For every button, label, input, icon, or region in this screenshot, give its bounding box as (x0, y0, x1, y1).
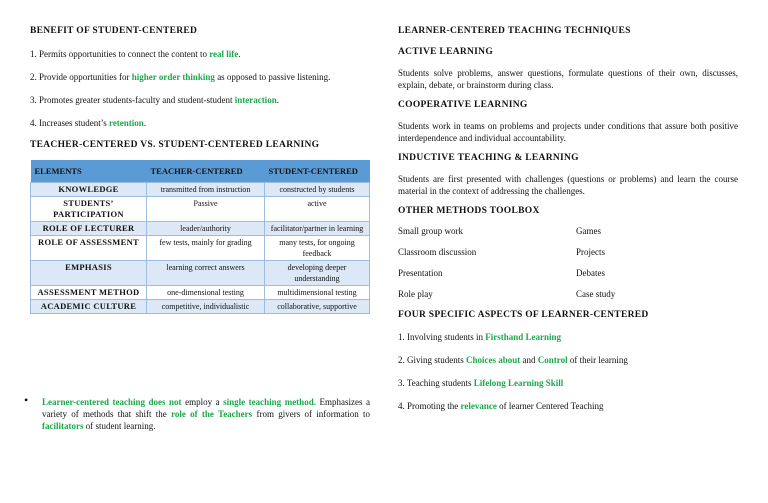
learner-centered-bullet (24, 393, 370, 432)
benefit-item: 2. Provide opportunities for higher order thinking as opposed to passive listening. (30, 72, 331, 82)
toolbox-item: Games (576, 226, 601, 236)
active-learning-heading: ACTIVE LEARNING (398, 47, 494, 57)
bullet-text: Learner-centered teaching does not employ a single teaching method. Emphasizes a variety of methods that shift the role of the Teachers from givers of information to facilitators of student learning. (42, 397, 370, 431)
bullet-icon: • (24, 393, 29, 407)
left-column (30, 26, 370, 314)
student-cell: facilitator/partner in learning (265, 222, 370, 236)
student-cell: many tests, for ongoing feedback (265, 236, 370, 261)
element-cell: STUDENTS’ PARTICIPATION (31, 197, 147, 222)
table-row (31, 286, 370, 300)
cooperative-learning-text: Students work in teams on problems and projects under conditions that assure both positive interdependence and individual accountability. (398, 121, 738, 143)
table-row (31, 183, 370, 197)
right-column (398, 26, 738, 412)
table-header-row (31, 160, 370, 183)
element-cell: ROLE OF LECTURER (31, 222, 147, 236)
benefit-item: 1. Permits opportunities to connect the content to real life. (30, 49, 241, 59)
aspect-item: 3. Teaching students Lifelong Learning Skill (398, 378, 564, 388)
teacher-cell: Passive (147, 197, 265, 222)
table-row (31, 236, 370, 261)
element-cell: ROLE OF ASSESSMENT (31, 236, 147, 261)
teacher-cell: leader/authority (147, 222, 265, 236)
benefit-item: 3. Promotes greater students-faculty and student-student interaction. (30, 95, 279, 105)
cooperative-learning-heading: COOPERATIVE LEARNING (398, 100, 528, 110)
aspect-item: 1. Involving students in Firsthand Learning (398, 332, 562, 342)
toolbox-item: Small group work (398, 226, 463, 236)
table-header: ELEMENTS (31, 160, 147, 183)
active-learning-text: Students solve problems, answer questions, formulate questions of their own, discusses, explain, debate, or brainstorm during class. (398, 68, 738, 90)
table-header: TEACHER-CENTERED (147, 160, 265, 183)
toolbox-item: Presentation (398, 268, 443, 278)
table-row (31, 300, 370, 314)
benefit-item: 4. Increases student’s retention. (30, 118, 147, 128)
toolbox-item: Debates (576, 268, 605, 278)
toolbox-item: Case study (576, 289, 616, 299)
table-header: STUDENT-CENTERED (265, 160, 370, 183)
element-cell: ACADEMIC CULTURE (31, 300, 147, 314)
comparison-heading: TEACHER-CENTERED VS. STUDENT-CENTERED LEARNING (30, 140, 320, 150)
comparison-table (30, 160, 370, 314)
toolbox-grid (398, 226, 738, 299)
toolbox-item: Role play (398, 289, 433, 299)
inductive-text: Students are first presented with challenges (questions or problems) and learn the course material in the context of addressing the challenges. (398, 174, 738, 196)
toolbox-item: Projects (576, 247, 605, 257)
element-cell: KNOWLEDGE (31, 183, 147, 197)
table-row (31, 261, 370, 286)
element-cell: EMPHASIS (31, 261, 147, 286)
teacher-cell: few tests, mainly for grading (147, 236, 265, 261)
teacher-cell: one-dimensional testing (147, 286, 265, 300)
inductive-heading: INDUCTIVE TEACHING & LEARNING (398, 153, 579, 163)
aspect-item: 4. Promoting the relevance of learner Centered Teaching (398, 401, 604, 411)
toolbox-item: Classroom discussion (398, 247, 477, 257)
teacher-cell: transmitted from instruction (147, 183, 265, 197)
element-cell: ASSESSMENT METHOD (31, 286, 147, 300)
table-row (31, 222, 370, 236)
techniques-heading: LEARNER-CENTERED TEACHING TECHNIQUES (398, 26, 631, 36)
student-cell: constructed by students (265, 183, 370, 197)
toolbox-heading: OTHER METHODS TOOLBOX (398, 206, 540, 216)
benefit-heading: BENEFIT OF STUDENT-CENTERED (30, 26, 198, 36)
aspect-item: 2. Giving students Choices about and Control of their learning (398, 355, 628, 365)
student-cell: active (265, 197, 370, 222)
student-cell: multidimensional testing (265, 286, 370, 300)
aspects-heading: FOUR SPECIFIC ASPECTS OF LEARNER-CENTERED (398, 310, 649, 320)
student-cell: collaborative, supportive (265, 300, 370, 314)
teacher-cell: competitive, individualistic (147, 300, 265, 314)
student-cell: developing deeper understanding (265, 261, 370, 286)
teacher-cell: learning correct answers (147, 261, 265, 286)
table-row (31, 197, 370, 222)
